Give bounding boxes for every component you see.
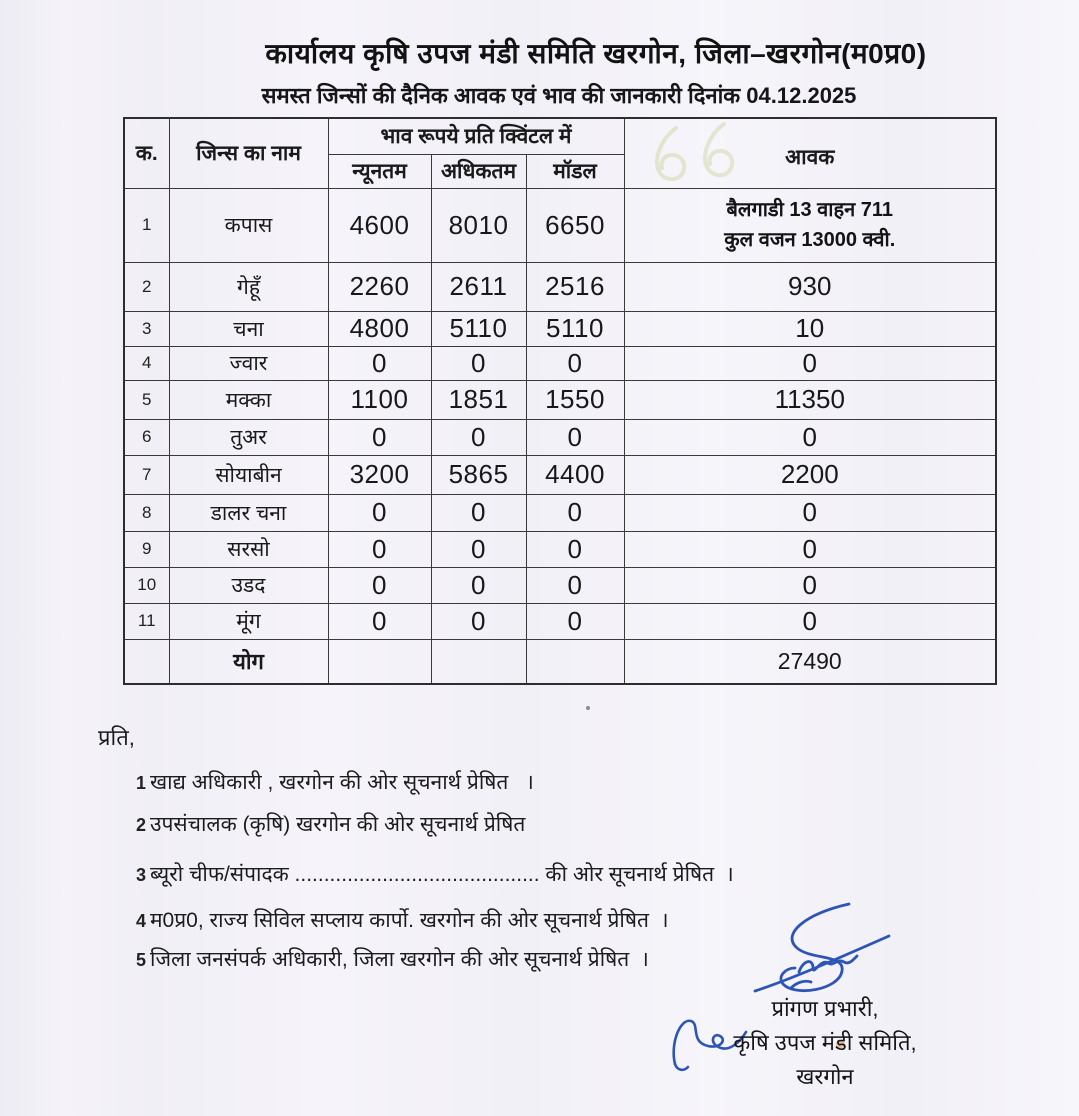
modal-price: 1550	[526, 380, 624, 419]
min-price: 2260	[328, 262, 431, 311]
min-price: 0	[328, 346, 431, 380]
distribution-item	[98, 860, 858, 888]
table-row	[124, 346, 996, 380]
table-row	[124, 455, 996, 494]
col-header-price-group: भाव रूपये प्रति क्विंटल में	[328, 118, 624, 154]
item-number: 2	[136, 815, 147, 835]
max-price: 0	[431, 419, 526, 455]
total-arrival: 27490	[624, 639, 996, 684]
arrival-value: 10	[624, 311, 996, 346]
arrival-value: 930	[624, 262, 996, 311]
commodity-name: तुअर	[169, 419, 328, 455]
min-price: 0	[328, 603, 431, 639]
row-serial: 10	[124, 567, 169, 603]
total-modal-empty	[526, 639, 624, 684]
min-price: 3200	[328, 455, 431, 494]
modal-price: 6650	[526, 188, 624, 262]
modal-price: 0	[526, 603, 624, 639]
min-price: 4800	[328, 311, 431, 346]
table-row	[124, 567, 996, 603]
distribution-item	[98, 810, 858, 838]
col-header-serial: क.	[124, 118, 169, 188]
commodity-name: गेहूँ	[169, 262, 328, 311]
item-number: 5	[136, 950, 147, 970]
arrival-value: 11350	[624, 380, 996, 419]
row-serial: 1	[124, 188, 169, 262]
modal-price: 0	[526, 419, 624, 455]
page-title: कार्यालय कृषि उपज मंडी समिति खरगोन, जिला–खरगोन(म0प्र0)	[265, 38, 927, 69]
col-header-arrival: आवक	[624, 118, 996, 188]
arrival-value: 0	[624, 531, 996, 567]
row-serial: 5	[124, 380, 169, 419]
commodity-name: सोयाबीन	[169, 455, 328, 494]
commodity-name: ज्वार	[169, 346, 328, 380]
min-price: 1100	[328, 380, 431, 419]
modal-price: 5110	[526, 311, 624, 346]
max-price: 5110	[431, 311, 526, 346]
row-serial: 8	[124, 494, 169, 531]
row-serial: 11	[124, 603, 169, 639]
min-price: 0	[328, 494, 431, 531]
item-text: जिला जनसंपर्क अधिकारी, जिला खरगोन की ओर सूचनार्थ प्रेषित ।	[150, 948, 649, 971]
col-header-commodity: जिन्स का नाम	[169, 118, 328, 188]
row-serial: 6	[124, 419, 169, 455]
item-number: 3	[136, 865, 147, 885]
min-price: 0	[328, 567, 431, 603]
item-text: म0प्र0, राज्य सिविल सप्लाय कार्पो. खरगोन की ओर सूचनार्थ प्रेषित ।	[150, 909, 669, 932]
total-row	[124, 639, 996, 684]
distribution-item	[98, 906, 858, 934]
arrival-value: 0	[624, 346, 996, 380]
item-number: 4	[136, 911, 147, 931]
total-serial-empty	[124, 639, 169, 684]
max-price: 0	[431, 567, 526, 603]
distribution-item	[98, 768, 858, 796]
max-price: 0	[431, 603, 526, 639]
commodity-name: मूंग	[169, 603, 328, 639]
modal-price: 4400	[526, 455, 624, 494]
distribution-heading: प्रति,	[98, 725, 135, 750]
signature-block	[660, 992, 990, 1094]
signatory-place: खरगोन	[796, 1064, 854, 1090]
max-price: 5865	[431, 455, 526, 494]
distribution-list	[98, 722, 858, 973]
arrival-value: 0	[624, 419, 996, 455]
distribution-item	[98, 945, 858, 973]
commodity-name: सरसो	[169, 531, 328, 567]
commodity-name: कपास	[169, 188, 328, 262]
scan-speck	[586, 706, 590, 710]
max-price: 8010	[431, 188, 526, 262]
max-price: 0	[431, 346, 526, 380]
item-number: 1	[136, 773, 147, 793]
item-text: ब्यूरो चीफ/संपादक .......................................... की ओर सूचनार्थ प्रेषित ।	[150, 863, 734, 886]
arrival-value: 0	[624, 603, 996, 639]
row-serial: 7	[124, 455, 169, 494]
signatory-org: कृषि उपज मंडी समिति,	[733, 1030, 917, 1056]
total-min-empty	[328, 639, 431, 684]
max-price: 0	[431, 494, 526, 531]
max-price: 2611	[431, 262, 526, 311]
table-row	[124, 494, 996, 531]
arrival-value: 0	[624, 567, 996, 603]
col-header-min: न्यूनतम	[328, 154, 431, 188]
commodity-name: डालर चना	[169, 494, 328, 531]
row-serial: 3	[124, 311, 169, 346]
table-row	[124, 603, 996, 639]
signature-scribble	[745, 898, 920, 1003]
arrival-value: 2200	[624, 455, 996, 494]
total-label: योग	[169, 639, 328, 684]
col-header-max: अधिकतम	[431, 154, 526, 188]
modal-price: 0	[526, 494, 624, 531]
max-price: 0	[431, 531, 526, 567]
row-serial: 4	[124, 346, 169, 380]
signatory-title: प्रांगण प्रभारी,	[771, 996, 879, 1021]
daily-rates-table	[123, 117, 997, 685]
modal-price: 2516	[526, 262, 624, 311]
min-price: 4600	[328, 188, 431, 262]
modal-price: 0	[526, 531, 624, 567]
arrival-line: बैलगाडी 13 वाहन 711	[726, 199, 893, 221]
min-price: 0	[328, 531, 431, 567]
table-row	[124, 380, 996, 419]
commodity-name: उडद	[169, 567, 328, 603]
total-max-empty	[431, 639, 526, 684]
modal-price: 0	[526, 346, 624, 380]
arrival-value: 0	[624, 494, 996, 531]
table-row	[124, 262, 996, 311]
arrival-line: कुल वजन 13000 क्वी.	[724, 229, 896, 251]
commodity-name: चना	[169, 311, 328, 346]
table-row	[124, 531, 996, 567]
item-text: खाद्य अधिकारी , खरगोन की ओर सूचनार्थ प्रेषित ।	[150, 771, 534, 794]
row-serial: 9	[124, 531, 169, 567]
min-price: 0	[328, 419, 431, 455]
table-row	[124, 419, 996, 455]
item-text: उपसंचालक (कृषि) खरगोन की ओर सूचनार्थ प्रेषित	[150, 813, 526, 836]
table-row	[124, 188, 996, 262]
max-price: 1851	[431, 380, 526, 419]
commodity-name: मक्का	[169, 380, 328, 419]
page-subtitle: समस्त जिन्सों की दैनिक आवक एवं भाव की जानकारी दिनांक 04.12.2025	[261, 83, 857, 108]
table-row	[124, 311, 996, 346]
row-serial: 2	[124, 262, 169, 311]
modal-price: 0	[526, 567, 624, 603]
arrival-value	[624, 188, 996, 262]
col-header-modal: मॉडल	[526, 154, 624, 188]
